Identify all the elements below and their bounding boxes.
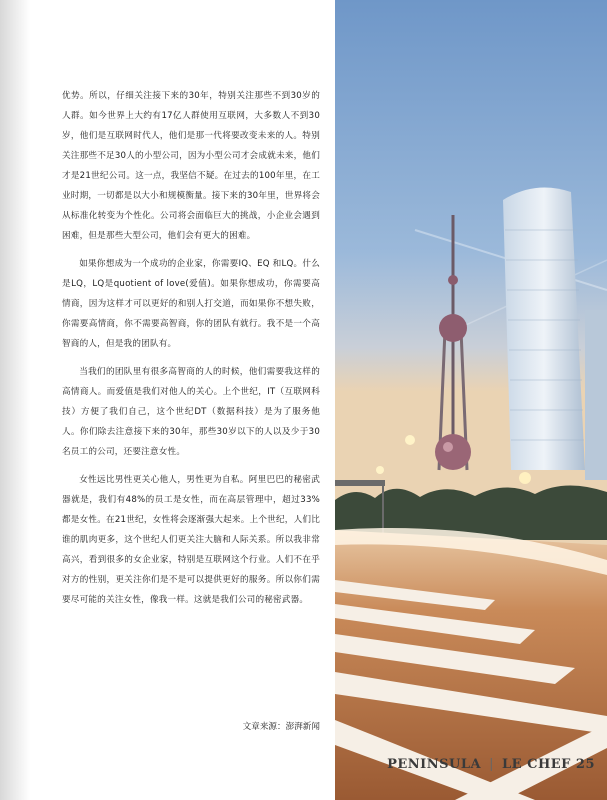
page-gutter-shadow: [0, 0, 30, 800]
city-skyline-photo: [335, 0, 607, 800]
page-number: 25: [575, 757, 595, 772]
section-name: LE CHEF: [502, 757, 571, 772]
footer-separator: |: [489, 757, 494, 772]
paragraph-4: 女性远比男性更关心他人，男性更为自私。阿里巴巴的秘密武器就是，我们有48%的员工是女性，而在高层管理中，超过33%都是女性。在21世纪，女性将会逐渐强大起来。上个世纪，人们比谁的肌肉更多，这个世纪人们更关注大脑和人际关系。所以我非常高兴，看到很多的女企业家，特别是互联网这个行业。人们不在乎对方的性别，更关注你们是不是可以提供更好的服务。所以你们需要尽可能的关注女性，像我一样。这就是我们公司的秘密武器。: [62, 475, 320, 605]
magazine-footer: [387, 757, 595, 772]
article-body: [62, 86, 320, 618]
brand-name: PENINSULA: [387, 757, 482, 772]
paragraph-3: 当我们的团队里有很多高智商的人的时候，他们需要我这样的高情商人。而爱值是我们对他人的关心。上个世纪，IT（互联网科技）方便了我们自己，这个世纪DT（数据科技）是为了服务他人。你们除去注意接下来的30年，那些30岁以下的人以及少于30名员工的公司，还要注意女性。: [62, 367, 320, 457]
paragraph-2: 如果你想成为一个成功的企业家，你需要IQ、EQ 和LQ。什么是LQ，LQ是quotient of love(爱值)。如果你想成功，你需要高情商，因为这样才可以更好的和别人打交道，而如果你不想失败，你需要高情商，你不需要高智商，你的团队有就行。我不是一个高智商的人，但是我的团队有。: [62, 259, 320, 349]
article-source: 文章来源：澎湃新闻: [242, 722, 320, 732]
paragraph-1: 优势。所以，仔细关注接下来的30年，特别关注那些不到30岁的人群。如今世界上大约有17亿人群使用互联网，大多数人不到30岁，他们是互联网时代人，他们是那一代将要改变未来的人。特别关注那些不足30人的小型公司，因为小型公司才会成就未来，他们才是21世纪公司。这一点，我坚信不疑。在过去的100年里，在工业时期，一切都是以大小和规模衡量。接下来的30年里，世界将会从标准化转变为个性化。公司将会面临巨大的挑战，小企业会遇到困难，但是那些大型公司，他们会有更大的困难。: [62, 91, 320, 241]
